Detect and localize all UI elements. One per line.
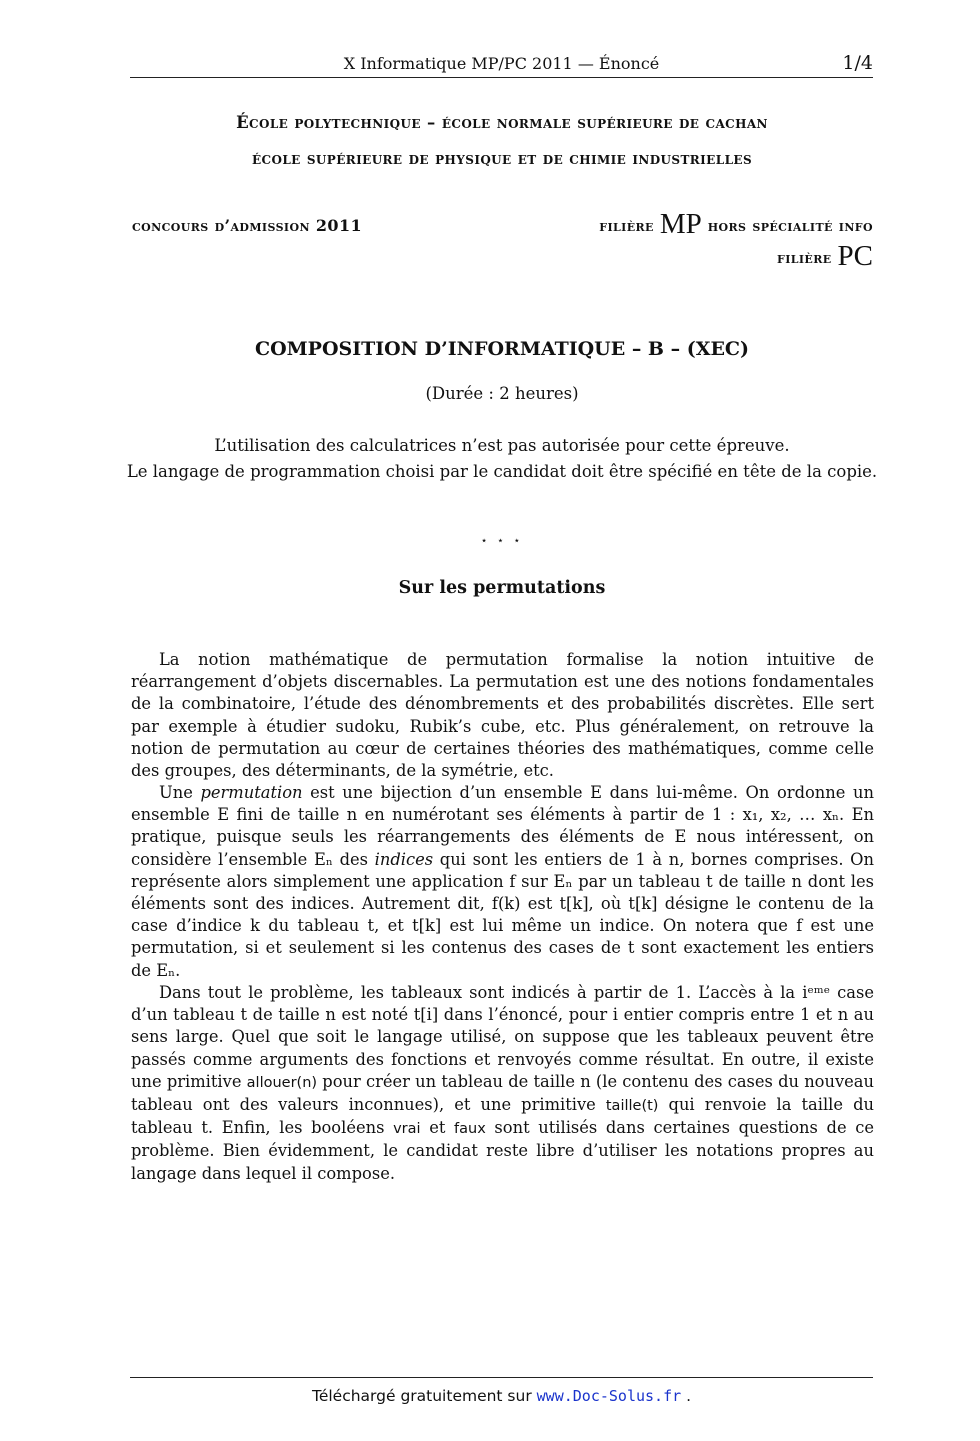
calculator-note: L’utilisation des calculatrices n’est pas autorisée pour cette épreuve.	[214, 436, 790, 455]
section-title: Sur les permutations	[398, 578, 606, 598]
paragraph-intro: La notion mathématique de permutation formalise la notion intuitive de réarrangement d’objets discernables. La permutation est une des notions fondamentales de la combinatoire, l’étude des dénombrements et des probabilités discrètes. Elle sert par exemple à étudier sudoku, Rubik’s cube, etc. Plus généralement, on retrouve la notion de permutation au cœur de certaines théories des mathématiques, comme celle des groupes, des déterminants, de la symétrie, etc.	[131, 650, 874, 781]
paragraph-definition	[131, 782, 874, 982]
duration: (Durée : 2 heures)	[425, 384, 579, 403]
text-run: sont utilisés dans certaines questions de ce problème. Bien évidemment, le candidat reste libre d’utiliser les notations propres au langage dans lequel il compose.	[131, 1118, 874, 1183]
running-header: X Informatique MP/PC 2011 — Énoncé	[343, 54, 660, 73]
filiere-pc: PC	[837, 240, 873, 272]
filiere-prefix: filière	[599, 216, 654, 235]
school-line-1: École polytechnique – école normale supérieure de cachan	[236, 113, 768, 132]
text-run: Dans tout le problème, les tableaux sont indicés à partir de 1. L’accès à la iᵉᵐᵉ case d’un tableau t de taille n est noté t[i] dans l’énoncé, pour i entier compris entre 1 et n au sens large. Quel que soit le langage utilisé, on suppose que les tableaux peuvent être passés comme arguments des fonctions et renvoyés comme résultat. En outre, il existe une primitive	[131, 983, 874, 1091]
primitive-allouer: allouer(n)	[246, 1074, 318, 1091]
text-run: est une bijection d’un ensemble E dans lui-même. On ordonne un ensemble E fini de taille n en numérotant ses éléments à partir de 1 : x₁, x₂, … xₙ. En pratique, puisque seuls les réarrangements des éléments de E nous intéressent, on considère l’ensemble Eₙ des	[131, 783, 874, 869]
filiere-pc-prefix: filière	[776, 248, 832, 267]
filiere-mp-line	[599, 208, 873, 241]
boolean-faux: faux	[454, 1121, 486, 1138]
footer-text: Téléchargé gratuitement sur	[311, 1387, 537, 1405]
concours-label: concours d’admission 2011	[132, 216, 363, 235]
footer-link[interactable]: www.Doc-Solus.fr	[536, 1387, 682, 1405]
separator-stars: ⋆ ⋆ ⋆	[480, 534, 524, 547]
text-run: et	[420, 1118, 455, 1138]
emphasis-indices: indices	[374, 849, 434, 869]
text-run: pour créer un tableau de taille n (le contenu des cases du nouveau tableau ont des valeurs inconnues), et une primitive	[131, 1071, 874, 1115]
primitive-taille: taille(t)	[605, 1098, 659, 1115]
footer	[130, 1387, 873, 1405]
header-rule	[130, 77, 873, 78]
emphasis-permutation: permutation	[200, 783, 303, 802]
filiere-mp-suffix: hors spécialité info	[707, 216, 873, 235]
footer-trailing: .	[681, 1387, 691, 1405]
paragraph-conventions	[131, 982, 874, 1185]
page-number: 1/4	[842, 52, 873, 74]
composition-title: COMPOSITION D’INFORMATIQUE – B – (XEC)	[254, 338, 750, 360]
footer-rule	[130, 1377, 873, 1378]
filiere-pc-line	[777, 240, 873, 273]
boolean-vrai: vrai	[393, 1121, 421, 1138]
filiere-mp: MP	[659, 208, 702, 240]
school-line-2: école supérieure de physique et de chimie industrielles	[251, 149, 753, 168]
language-note: Le langage de programmation choisi par le candidat doit être spécifié en tête de la copie.	[126, 462, 878, 481]
text-run: Une	[159, 783, 201, 802]
text-run: qui renvoie la taille du tableau t. Enfin, les booléens	[131, 1095, 874, 1138]
text-run: qui sont les entiers de 1 à n, bornes comprises. On représente alors simplement une application f sur Eₙ par un tableau t de taille n dont les éléments sont des indices. Autrement dit, f(k) est t[k], où t[k] désigne le contenu de la case d’indice k du tableau t, et t[k] est lui même un indice. On notera que f est une permutation, si et seulement si les contenus des cases de t sont exactement les entiers de Eₙ.	[131, 849, 875, 980]
